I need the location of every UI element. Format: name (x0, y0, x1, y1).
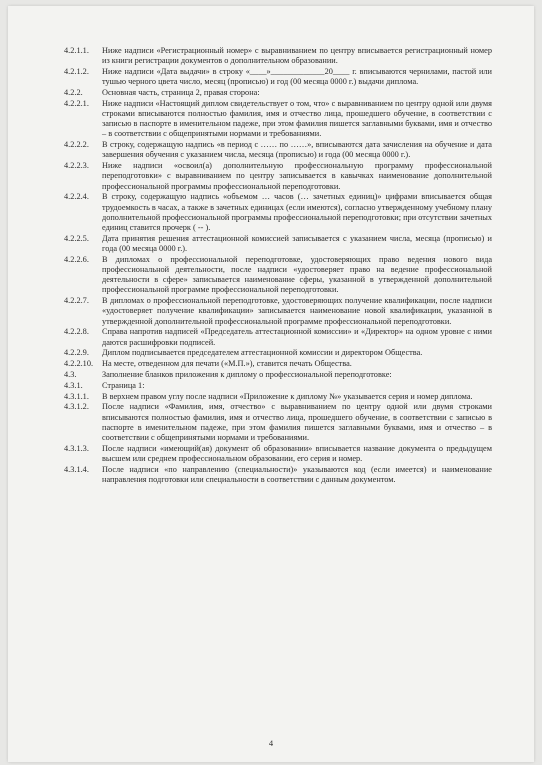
item-number: 4.3.1.2. (64, 402, 89, 412)
item-text: Ниже надписи «освоил(а) дополнительную профессиональную программу профессиональной переподготовки» с выравниванием по центру записывается в кавычках наименование дополнительной профессиональной программы профессиональной переподготовки. (102, 161, 492, 191)
list-item (64, 359, 492, 369)
item-text: В строку, содержащую надпись «в период с …… по ……», вписываются дата зачисления на обучение и дата завершения обучения с указанием числа, месяца (прописью) и года (00 месяца 0000 г.). (102, 140, 492, 160)
item-text: Справа напротив надписей «Председатель аттестационной комиссии» и «Директор» на одном уровне с ними даются расшифровки подписей. (102, 327, 492, 347)
list-item (64, 327, 492, 347)
item-text: В верхнем правом углу после надписи «Приложение к диплому №» указывается серия и номер диплома. (102, 391, 473, 401)
item-number: 4.3.1.4. (64, 464, 89, 474)
item-number: 4.2.2.5. (64, 233, 89, 243)
item-text: После надписи «Фамилия, имя, отчество» с выравниванием по центру одной или двумя строками вписываются полностью фамилия, имя и отчество лица, прошедшего обучение, в соответствии с записью в паспорте в именительном падеже, при этом фамилия пишется заглавными буквами, имя и отчество – в соответствии с общепринятыми нормами и требованиями. (102, 402, 492, 443)
item-text: После надписи «по направлению (специальности)» указываются код (если имеется) и наименование направления подготовки или специальности в соответствии с данным документом. (102, 464, 492, 485)
item-text: Ниже надписи «Дата выдачи» в строку «____»_____________20____ г. вписываются чернилами, пастой или тушью черного цвета число, месяц (прописью) и год (00 месяца 0000 г.) выдачи диплома. (102, 67, 492, 87)
item-number: 4.2.2.3. (64, 161, 89, 171)
list-item (64, 99, 492, 140)
list-item (64, 192, 492, 233)
item-text: Ниже надписи «Настоящий диплом свидетельствует о том, что» с выравниванием по центру одной или двумя строками вписываются полностью фамилия, имя и отчество лица, прошедшего обучение, в соответствии с записью в паспорте в именительном падеже, при этом фамилия пишется заглавными буквами, имя и отчество – в соответствии с общепринятыми нормами и требованиями. (102, 98, 492, 139)
item-text: Диплом подписывается председателем аттестационной комиссии и директором Общества. (102, 348, 423, 358)
document-page (8, 6, 534, 762)
item-number: 4.2.2.7. (64, 296, 89, 306)
item-number: 4.3. (64, 370, 77, 380)
list-item (64, 296, 492, 327)
item-text: Основная часть, страница 2, правая сторона: (102, 88, 260, 97)
list-item (64, 46, 492, 66)
page-number: 4 (268, 738, 274, 748)
item-text: На месте, отведенном для печати («М.П.»), ставится печать Общества. (102, 359, 352, 369)
list-item (64, 234, 492, 254)
list-item (64, 348, 492, 358)
document-body (64, 46, 492, 486)
item-text: После надписи «имеющий(ая) документ об образовании» вписывается название документа о предыдущем высшем или среднем профессиональном образовании, его серия и номер. (102, 443, 492, 464)
item-text: Дата принятия решения аттестационной комиссией записывается с указанием числа, месяца (прописью) и года (00 месяца 0000 г.). (102, 233, 492, 254)
item-number: 4.2.2.1. (64, 98, 89, 108)
item-number: 4.3.1.3. (64, 443, 89, 453)
list-item (64, 161, 492, 192)
item-number: 4.2.2.9. (64, 348, 89, 358)
item-number: 4.2.2.4. (64, 192, 89, 202)
list-item (64, 370, 492, 380)
item-number: 4.2.2.2. (64, 140, 89, 150)
item-number: 4.3.1. (64, 380, 83, 390)
item-number: 4.2.1.1. (64, 46, 89, 55)
item-number: 4.2.2.6. (64, 254, 89, 264)
list-item (64, 392, 492, 402)
item-number: 4.2.1.2. (64, 67, 89, 76)
item-text: Страница 1: (102, 380, 145, 390)
list-item (64, 67, 492, 87)
item-number: 4.3.1.1. (64, 391, 89, 401)
list-item (64, 444, 492, 464)
item-number: 4.2.2.8. (64, 327, 89, 337)
list-item (64, 402, 492, 443)
item-number: 4.2.2. (64, 88, 83, 97)
list-item (64, 381, 492, 391)
list-item (64, 140, 492, 160)
item-text: В дипломах о профессиональной переподготовке, удостоверяющих право ведения нового вида профессиональной деятельности, после надписи «удостоверяет право на ведение профессиональной деятельности в сфере» записывается наименование сферы, указанной в утвержденной дополнительной профессиональной программе профессиональной переподготовки. (102, 254, 492, 295)
list-item (64, 255, 492, 296)
list-item (64, 88, 492, 98)
list-item (64, 465, 492, 485)
item-number: 4.2.2.10. (64, 359, 94, 369)
item-text: В дипломах о профессиональной переподготовке, удостоверяющих получение квалификации, после надписи «удостоверяет получение квалификации» записывается наименование новой квалификации, указанной в утвержденной дополнительной профессиональной программе профессиональной переподготовки. (102, 296, 492, 326)
item-text: Ниже надписи «Регистрационный номер» с выравниванием по центру вписывается регистрационный номер из книги регистрации документов о дополнительном образовании. (102, 46, 492, 66)
item-text: В строку, содержащую надпись «объемом … часов (… зачетных единиц)» цифрами вписывается общая трудоемкость в часах, а также в зачетных единицах (если имеются), согласно утвержденному учебному плану дополнительной профессиональной программы профессиональной переподготовки; при отсутствии зачетных единиц ставится прочерк ( -- ). (102, 192, 492, 233)
item-text: Заполнение бланков приложения к диплому о профессиональной переподготовке: (102, 370, 392, 380)
